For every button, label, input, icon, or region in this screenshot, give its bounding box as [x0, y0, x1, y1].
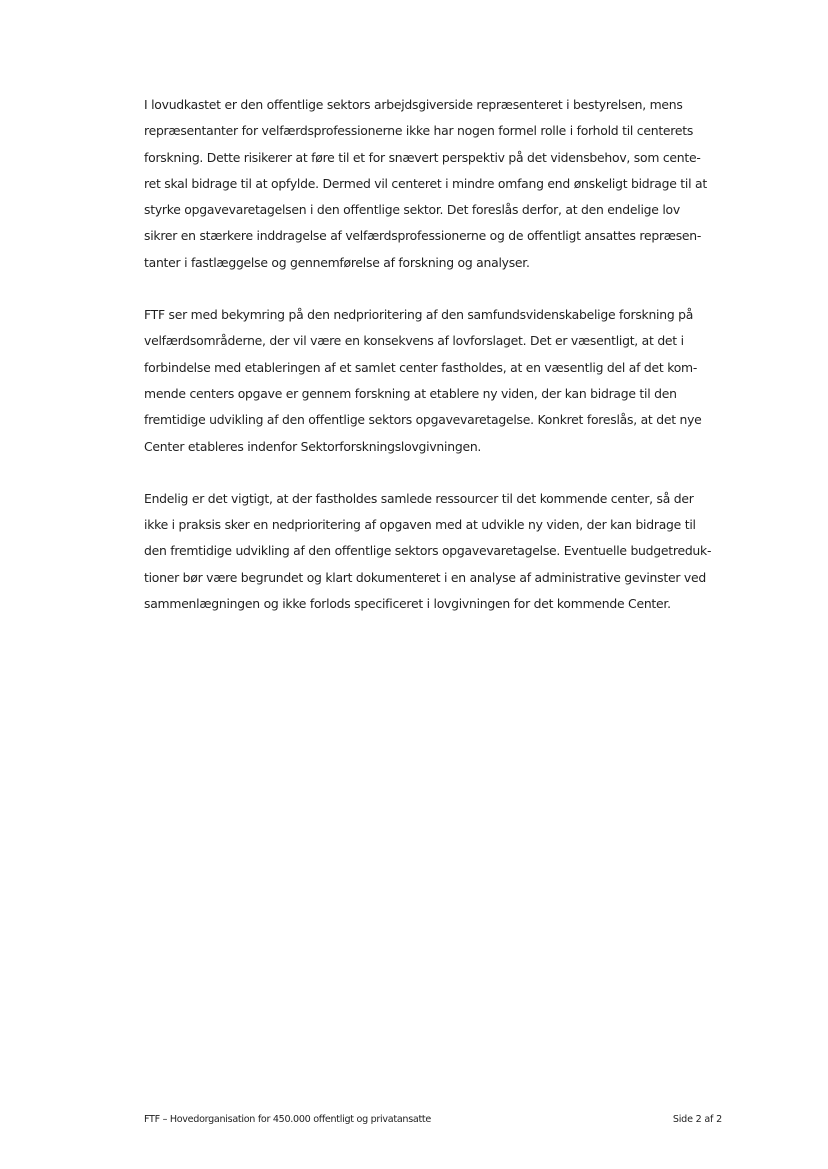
text-line: sammenlægningen og ikke forlods specificeret i lovgivningen for det kommende Center. [144, 596, 671, 612]
paragraph-board-representation [144, 92, 724, 276]
text-line: tioner bør være begrundet og klart dokumenteret i en analyse af administrative gevinster ved [144, 569, 706, 585]
text-line: I lovudkastet er den offentlige sektors arbejdsgiverside repræsenteret i bestyrelsen, mens [144, 97, 683, 112]
text-line: ret skal bidrage til at opfylde. Dermed vil centeret i mindre omfang end ønskeligt bidrage til at [144, 175, 707, 191]
paragraph-research-priority [144, 302, 724, 460]
text-line: ikke i praksis sker en nedprioritering af opgaven med at udvikle ny viden, der kan bidrage til [144, 517, 696, 533]
text-line: mende centers opgave er gennem forskning at etablere ny viden, der kan bidrage til den [144, 385, 677, 401]
text-line: velfærdsområderne, der vil være en konsekvens af lovforslaget. Det er væsentligt, at det i [144, 333, 684, 349]
footer-organization: FTF – Hovedorganisation for 450.000 offentligt og privatansatte [144, 1114, 431, 1125]
text-line: FTF ser med bekymring på den nedprioritering af den samfundsvidenskabelige forskning på [144, 307, 694, 323]
text-line: Center etableres indenfor Sektorforskningslovgivningen. [144, 438, 482, 454]
text-line: fremtidige udvikling af den offentlige sektors opgavevaretagelse. Konkret foreslås, at det nye [144, 412, 702, 428]
footer-page-number: Side 2 af 2 [672, 1114, 722, 1125]
text-line: styrke opgavevaretagelsen i den offentlige sektor. Det foreslås derfor, at den endelige lov [144, 202, 680, 218]
text-line: forskning. Dette risikerer at føre til et for snævert perspektiv på det vidensbehov, som cente- [144, 149, 701, 165]
paragraph-resources [144, 486, 724, 617]
text-line: forbindelse med etableringen af et samlet center fastholdes, at en væsentlig del af det kom- [144, 359, 698, 375]
text-line: sikrer en stærkere inddragelse af velfærdsprofessionerne og de offentligt ansattes repræsen- [144, 228, 702, 244]
text-line: Endelig er det vigtigt, at der fastholdes samlede ressourcer til det kommende center, så der [144, 490, 694, 506]
body-text [144, 92, 724, 617]
text-line: tanter i fastlæggelse og gennemførelse af forskning og analyser. [144, 254, 530, 270]
text-line: repræsentanter for velfærdsprofessionerne ikke har nogen formel rolle i forhold til centerets [144, 123, 694, 139]
text-line: den fremtidige udvikling af den offentlige sektors opgavevaretagelse. Eventuelle budgetreduk- [144, 543, 712, 559]
